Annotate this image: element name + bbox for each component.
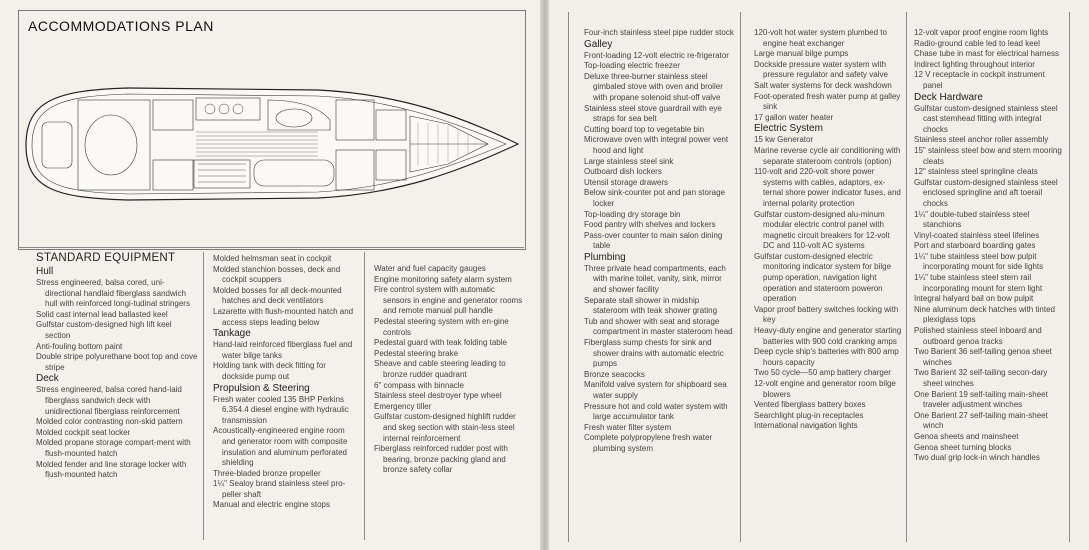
equipment-item: Searchlight plug-in receptacles (754, 410, 864, 420)
equipment-item: Microwave oven with integral power vent hood and light (584, 135, 729, 155)
equipment-item: Gulfstar custom-designed stainless steel enclosed springline and aft toerail chocks (914, 177, 1058, 208)
equipment-item: Gulfstar custom-designed high lift keel section (36, 320, 172, 340)
equipment-item: Dockside pressure water system with pressure regulator and safety valve (754, 59, 888, 80)
subsection-heading: Propulsion & Steering (213, 382, 310, 394)
page-rule (1069, 12, 1070, 542)
equipment-item: Water and fuel capacity gauges (374, 264, 486, 273)
equipment-item: Salt water systems for deck washdown (754, 80, 892, 90)
equipment-item: Tub and shower with seat and storage compartment in master stateroom head (584, 316, 733, 337)
column-rule (740, 12, 741, 542)
left-page (0, 0, 540, 550)
equipment-item: Outboard dish lockers (584, 167, 662, 177)
equipment-list (36, 266, 198, 481)
equipment-item: Gulfstar custom-designed highlift rudder and skeg section with stain-less steel internal reinforcement (374, 412, 516, 443)
equipment-item: Molded stanchion bosses, deck and cockpit scuppers (213, 264, 341, 285)
equipment-item: Foot-operated fresh water pump at galley sink (754, 91, 901, 112)
equipment-list (914, 28, 1066, 464)
equipment-item: 120-volt hot water system plumbed to engine heat exchanger (754, 28, 887, 48)
equipment-item: Fire control system with automatic sensors in engine and generator rooms and remote manual pull handle (374, 285, 523, 316)
equipment-item: Three private head compartments, each with marine toilet, vanity, sink, mirror and shower facility (584, 263, 726, 295)
equipment-item: Holding tank with deck fitting for dockside pump out (213, 361, 326, 381)
equipment-item: 110-volt and 220-volt shore power systems with cables, adaptors, ex-ternal shore power indicator fuses, and internal polarity protection (754, 167, 901, 208)
equipment-item: Large manual bilge pumps (754, 49, 849, 59)
equipment-item: Stainless steel destroyer type wheel (374, 391, 502, 401)
equipment-item: 12-volt engine and generator room bilge blowers (754, 379, 896, 399)
equipment-item: Pedestal steering system with en-gine controls (374, 316, 509, 337)
equipment-item: Radio-ground cable led to lead keel (914, 38, 1040, 48)
equipment-item: Top-loading electric freezer (584, 61, 681, 71)
column-rule (364, 252, 365, 540)
equipment-item: Complete polypropylene fresh water plumbing system (584, 433, 713, 453)
equipment-item: Deluxe three-burner stainless steel gimbaled stove with oven and broiler with propane solenoid shut-off valve (584, 71, 723, 102)
equipment-item: 12" stainless steel springline cleats (914, 167, 1038, 177)
equipment-item: Two 50 cycle—50 amp battery charger (754, 368, 891, 378)
section-heading: STANDARD EQUIPMENT (36, 252, 176, 264)
equipment-item: Nine aluminum deck hatches with tinted plexiglass tops (914, 304, 1055, 325)
equipment-item: Genoa sheets and mainsheet (914, 431, 1019, 441)
equipment-item: Fiberglass reinforced rudder post with bearing, bronze packing gland and bronze safety collar (374, 444, 508, 475)
subsection-heading: Electric System (754, 123, 823, 135)
equipment-item: 1¼" tube stainless steel stern rail incorporating mount for stern light (914, 273, 1043, 293)
page-title: ACCOMMODATIONS PLAN (28, 18, 214, 34)
subsection-heading: Galley (584, 38, 613, 50)
equipment-item: One Barient 27 self-tailing main-sheet winch (914, 410, 1048, 431)
equipment-item: Port and starboard boarding gates (914, 241, 1036, 251)
equipment-item: 15 kw Generator (754, 135, 814, 145)
equipment-item: Solid cast internal lead ballasted keel (36, 309, 168, 319)
accommodations-plan-drawing (18, 60, 523, 230)
equipment-item: Molded cockpit seat locker (36, 427, 131, 437)
equipment-item: Stress engineered, balsa cored hand-laid fiberglass sandwich deck with unidirectional fiberglass reinforcement (36, 385, 182, 416)
column-rule (203, 252, 204, 540)
equipment-column-4 (584, 28, 736, 455)
right-page (549, 0, 1089, 550)
equipment-item: Molded bosses for all deck-mounted hatches and deck ventilators (213, 285, 342, 306)
equipment-item: Stainless steel anchor roller assembly (914, 135, 1049, 145)
equipment-item: Large stainless steel sink (584, 156, 674, 166)
equipment-item: Integral halyard bail on bow pulpit (914, 294, 1034, 304)
equipment-list (754, 28, 902, 432)
equipment-item: Vinyl-coated stainless steel lifelines (914, 230, 1040, 240)
equipment-item: Chase tube in mast for electrical harness (914, 49, 1059, 59)
equipment-item: Vapor proof battery switches locking with key (754, 304, 899, 325)
equipment-item: Pressure hot and cold water system with large accumulator tank (584, 401, 728, 422)
subsection-heading: Hull (36, 266, 54, 277)
equipment-item: Stress engineered, balsa cored, uni-directional handlaid fiberglass sandwich hull with reinforced longi-tudinal stringers (36, 278, 190, 309)
subsection-heading: Deck Hardware (914, 91, 983, 103)
equipment-item: Pedestal steering brake (374, 348, 459, 358)
equipment-item: 1¼" double-tubed stainless steel stanchions (914, 209, 1030, 230)
equipment-item: One Barient 19 self-tailing main-sheet traveler adjustment winches (914, 389, 1048, 410)
equipment-item: Polished stainless steel inboard and outboard genoa tracks (914, 326, 1042, 346)
equipment-item: Separate stall shower in midship stateroom with teak shower grating (584, 295, 718, 316)
equipment-item: Deep cycle ship's batteries with 800 amp hours capacity (754, 347, 899, 367)
subsection-heading: Tankage (213, 328, 251, 340)
equipment-item: Engine monitoring safety alarm system (374, 274, 512, 284)
equipment-column-6 (914, 28, 1066, 464)
equipment-item: Acoustically-engineered engine room and generator room with composite insulation and aluminum perforated shielding (213, 426, 348, 468)
equipment-item: Stainless steel stove guardrail with eye straps for sea belt (584, 103, 722, 124)
equipment-item: Pedestal guard with teak folding table (374, 338, 507, 348)
equipment-item: Molded fender and line storage locker with flush-mounted hatch (36, 459, 187, 480)
equipment-item: Indirect lighting throughout interior (914, 59, 1035, 69)
equipment-item: Molded color contrasting non-skid pattern (36, 417, 183, 427)
equipment-list (584, 28, 736, 455)
equipment-item: Manifold valve system for shipboard sea water supply (584, 380, 727, 400)
equipment-item: Marine reverse cycle air conditioning with separate stateroom controls (option) (754, 145, 901, 166)
equipment-item: Vented fiberglass battery boxes (754, 400, 866, 410)
equipment-item: Molded helmsman seat in cockpit (213, 254, 332, 263)
equipment-item: Cutting board top to vegetable bin (584, 124, 705, 134)
equipment-item: Gulfstar custom-designed alu-minum modular electric control panel with magnetic circuit breakers for 12-volt DC and 110-volt AC systems (754, 209, 890, 251)
equipment-item: Anti-fouling bottom paint (36, 341, 123, 351)
binding-gutter (540, 0, 549, 550)
equipment-column-1 (36, 252, 198, 481)
equipment-item: Gulfstar custom-designed stainless steel cast stemhead fitting with integral chocks (914, 103, 1058, 134)
equipment-item: 6" compass with binnacle (374, 380, 464, 390)
subsection-heading: Plumbing (584, 251, 626, 263)
equipment-item: 1¼" Sealoy brand stainless steel pro-peller shaft (213, 479, 346, 499)
equipment-item: Utensil storage drawers (584, 177, 669, 187)
equipment-item: Top-loading dry storage bin (584, 209, 681, 219)
equipment-item: Three-bladed bronze propeller (213, 468, 321, 478)
equipment-item: Food pantry with shelves and lockers (584, 220, 716, 230)
equipment-item: Bronze seacocks (584, 369, 645, 379)
section-divider (18, 247, 524, 248)
equipment-item: Lazarette with flush-mounted hatch and access steps leading below (213, 306, 354, 327)
equipment-item: Gulfstar custom-designed electric monitoring indicator system for bilge pump operation, navigation light operation and stateroom poweron operation (754, 251, 892, 304)
equipment-item: Emergency tiller (374, 401, 432, 411)
equipment-item: 12 V receptacle in cockpit instrument panel (914, 70, 1045, 90)
equipment-item: Fiberglass sump chests for sink and shower drains with automatic electric pumps (584, 338, 724, 369)
equipment-item: Heavy-duty engine and generator starting batteries with 900 cold cranking amps (754, 326, 902, 346)
equipment-item: Front-loading 12-volt electric re-frigerator (584, 50, 729, 60)
subsection-heading: Deck (36, 373, 59, 385)
equipment-item: 15" stainless steel bow and stern mooring cleats (914, 145, 1062, 166)
equipment-item: Fresh water cooled 135 BHP Perkins 6.354.4 diesel engine with hydraulic transmission (213, 394, 349, 425)
equipment-list (374, 264, 524, 476)
page-rule (568, 12, 569, 542)
equipment-item: International navigation lights (754, 421, 858, 431)
equipment-item: Double stripe polyurethane boot top and cove stripe (36, 352, 198, 372)
equipment-item: Sheave and cable steering leading to bronze rudder quadrant (374, 359, 506, 379)
equipment-item: Genoa sheet turning blocks (914, 442, 1012, 452)
equipment-item: Two Barient 36 self-tailing genoa sheet winches (914, 347, 1052, 367)
equipment-item: Below sink-counter pot and pan storage locker (584, 188, 725, 208)
equipment-item: 17 gallon water heater (754, 112, 834, 122)
equipment-item: Molded propane storage compart-ment with flush-mounted hatch (36, 438, 191, 458)
column-rule (906, 12, 907, 542)
equipment-column-3 (374, 264, 524, 476)
equipment-item: Fresh water filter system (584, 422, 672, 432)
equipment-column-5 (754, 28, 902, 432)
equipment-item: Two dual grip lock-in winch handles (914, 453, 1040, 463)
equipment-item: Four-inch stainless steel pipe rudder stock (584, 28, 734, 37)
equipment-item: Pass-over counter to main salon dining table (584, 230, 723, 251)
equipment-item: Manual and electric engine stops (213, 500, 330, 510)
equipment-column-2 (213, 254, 359, 511)
equipment-item: 12-volt vapor proof engine room lights (914, 28, 1049, 37)
equipment-item: Two Barient 32 self-tailing secon-dary sheet winches (914, 368, 1048, 388)
equipment-list (213, 254, 359, 511)
equipment-item: 1¼" tube stainless steel bow pulpit incorporating mount for side lights (914, 251, 1044, 272)
equipment-item: Hand-laid reinforced fiberglass fuel and water bilge tanks (213, 340, 353, 360)
